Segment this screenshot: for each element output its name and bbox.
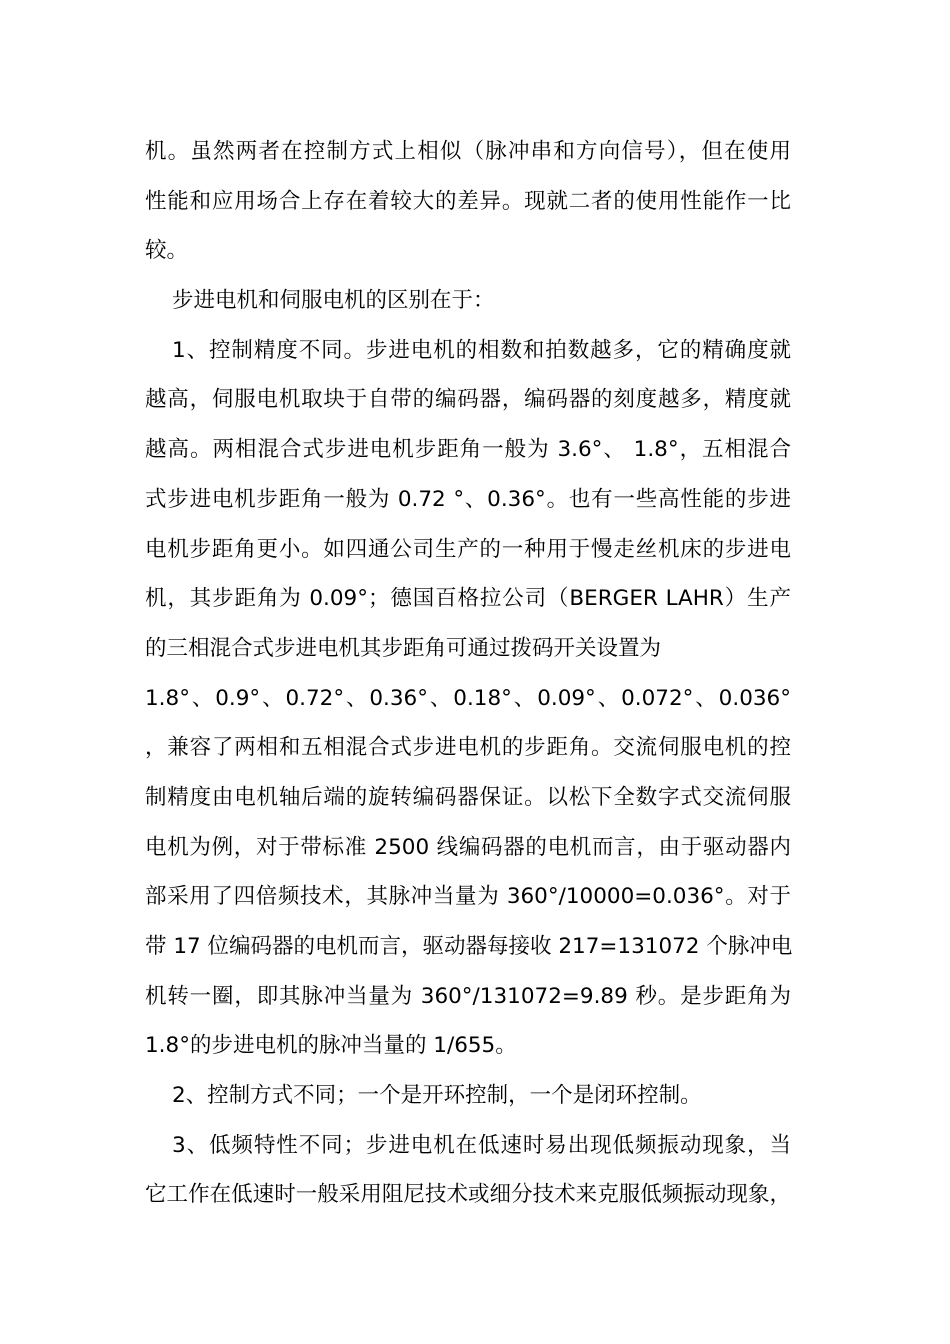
text-line: 越高，伺服电机取块于自带的编码器，编码器的刻度越多，精度就	[145, 387, 791, 413]
text-line: 3、低频特性不同；步进电机在低速时易出现低频振动现象，当	[172, 1132, 791, 1158]
document-page	[145, 127, 791, 1220]
text-line: 部采用了四倍频技术，其脉冲当量为 360°/10000=0.036°。对于	[145, 884, 791, 910]
text-line: 1.8°、0.9°、0.72°、0.36°、0.18°、0.09°、0.072°、0.036°	[145, 685, 791, 711]
text-line: 电机步距角更小。如四通公司生产的一种用于慢走丝机床的步进电	[145, 536, 791, 562]
text-line: 的三相混合式步进电机其步距角可通过拨码开关设置为	[145, 635, 662, 661]
text-line: 带 17 位编码器的电机而言，驱动器每接收 217=131072 个脉冲电	[145, 934, 793, 959]
text-line: 1、控制精度不同。步进电机的相数和拍数越多，它的精确度就	[172, 337, 791, 363]
text-line: ，兼容了两相和五相混合式步进电机的步距角。交流伺服电机的控	[145, 735, 791, 761]
text-line: 机转一圈，即其脉冲当量为 360°/131072=9.89 秒。是步距角为	[145, 983, 791, 1009]
text-line: 性能和应用场合上存在着较大的差异。现就二者的使用性能作一比	[145, 188, 791, 214]
text-line: 2、控制方式不同；一个是开环控制，一个是闭环控制。	[172, 1083, 702, 1109]
text-line: 1.8°的步进电机的脉冲当量的 1/655。	[145, 1033, 517, 1059]
text-line: 它工作在低速时一般采用阻尼技术或细分技术来克服低频振动现象，	[145, 1182, 791, 1208]
text-line: 电机为例，对于带标准 2500 线编码器的电机而言，由于驱动器内	[145, 834, 791, 860]
text-line: 较。	[145, 238, 189, 264]
text-line: 制精度由电机轴后端的旋转编码器保证。以松下全数字式交流伺服	[145, 784, 791, 810]
text-line: 越高。两相混合式步进电机步距角一般为 3.6°、 1.8°，五相混合	[145, 437, 791, 463]
text-line: 式步进电机步距角一般为 0.72 °、0.36°。也有一些高性能的步进	[145, 486, 791, 512]
text-line: 步进电机和伺服电机的区别在于：	[172, 288, 495, 314]
text-line: 机。虽然两者在控制方式上相似（脉冲串和方向信号），但在使用	[145, 139, 791, 164]
text-line: 机，其步距角为 0.09°；德国百格拉公司（BERGER LAHR）生产	[145, 586, 791, 612]
